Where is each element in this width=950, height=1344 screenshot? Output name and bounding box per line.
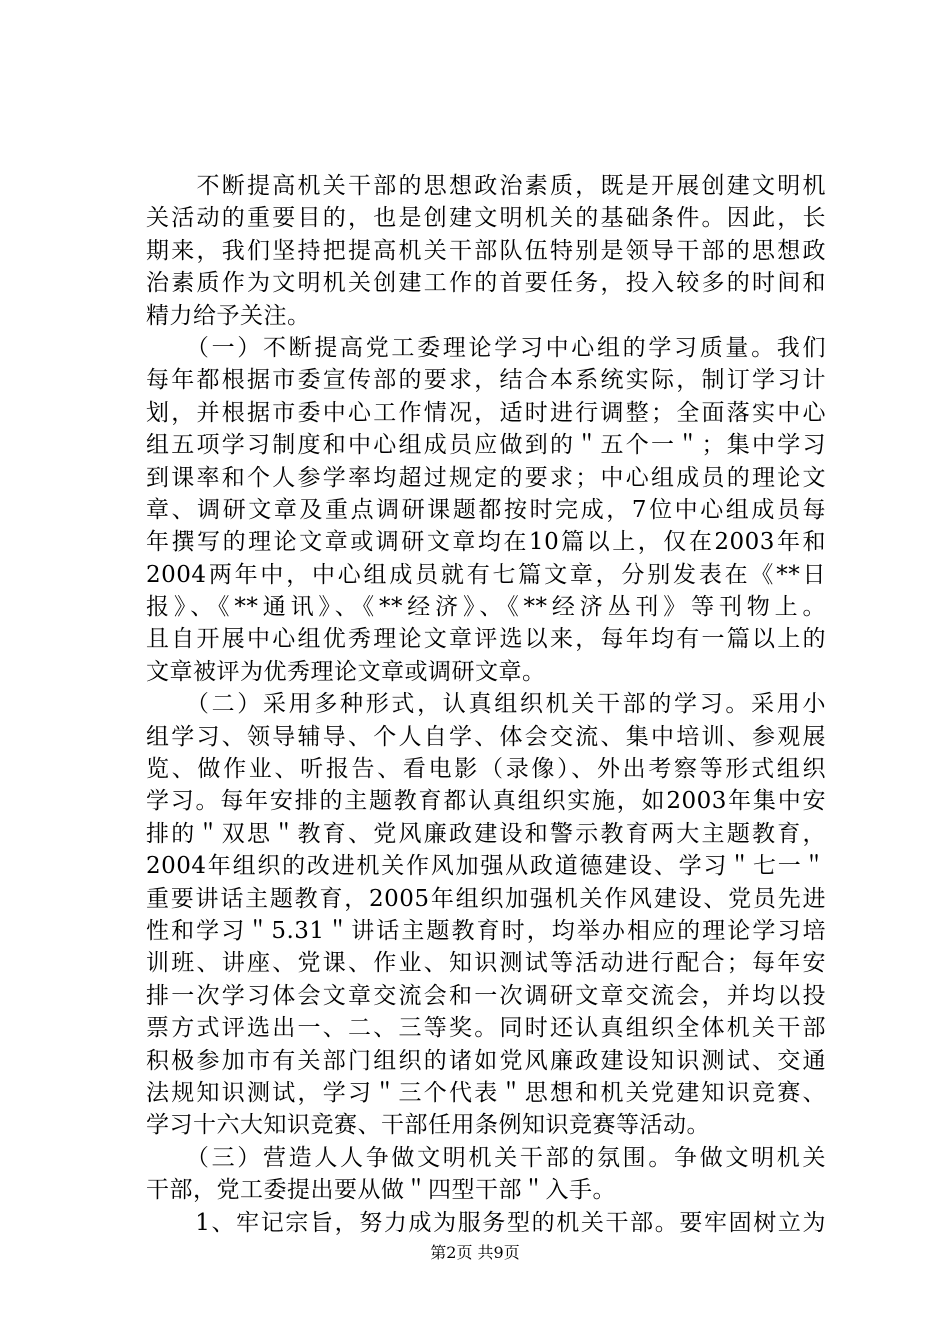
text-line: 法规知识测试，学习＂三个代表＂思想和机关党建知识竞赛、 [146,1079,826,1106]
page-footer: 第2页 共9页 [430,1243,520,1262]
text-line: 积极参加市有关部门组织的诸如党风廉政建设知识测试、交通 [146,1047,826,1074]
text-line: 治素质作为文明机关创建工作的首要任务，投入较多的时间和 [146,270,826,297]
text-line: 组五项学习制度和中心组成员应做到的＂五个一＂；集中学习 [146,432,826,459]
text-line: 划，并根据市委中心工作情况，适时进行调整；全面落实中心 [146,399,826,426]
text-line: 期来，我们坚持把提高机关干部队伍特别是领导干部的思想政 [146,237,826,264]
text-line: 训班、讲座、党课、作业、知识测试等活动进行配合；每年安 [146,950,826,977]
text-line: 干部，党工委提出要从做＂四型干部＂入手。 [146,1177,616,1204]
text-line: 关活动的重要目的，也是创建文明机关的基础条件。因此，长 [146,205,826,232]
text-line: 且自开展中心组优秀理论文章评选以来，每年均有一篇以上的 [146,626,826,653]
text-line: 每年都根据市委宣传部的要求，结合本系统实际，制订学习计 [146,367,826,394]
text-line: 组学习、领导辅导、个人自学、体会交流、集中培训、参观展 [146,723,826,750]
text-line: 排一次学习体会文章交流会和一次调研文章交流会，并均以投 [146,982,826,1009]
text-line: 报》、《**通讯》、《**经济》、《**经济丛刊》等刊物上。 [146,594,826,621]
document-body [146,170,826,1239]
text-line: 学习。每年安排的主题教育都认真组织实施，如2003年集中安 [146,788,826,815]
text-line: 章、调研文章及重点调研课题都按时完成，7位中心组成员每 [146,496,826,523]
text-line: （二）采用多种形式，认真组织机关干部的学习。采用小 [146,691,826,718]
text-line: 精力给予关注。 [146,302,311,329]
text-line: 1、牢记宗旨，努力成为服务型的机关干部。要牢固树立为 [146,1209,826,1236]
text-line: 览、做作业、听报告、看电影（录像）、外出考察等形式组织 [146,756,826,783]
text-line: 学习十六大知识竞赛、干部任用条例知识竞赛等活动。 [146,1112,710,1139]
text-line: 性和学习＂5.31＂讲话主题教育时，均举办相应的理论学习培 [146,917,826,944]
text-line: 重要讲话主题教育，2005年组织加强机关作风建设、党员先进 [146,885,826,912]
text-line: 到课率和个人参学率均超过规定的要求；中心组成员的理论文 [146,464,826,491]
text-line: （一）不断提高党工委理论学习中心组的学习质量。我们 [146,334,826,361]
text-line: 年撰写的理论文章或调研文章均在10篇以上，仅在2003年和 [146,529,826,556]
text-line: 2004年组织的改进机关作风加强从政道德建设、学习＂七一＂ [146,853,826,880]
text-line: 票方式评选出一、二、三等奖。同时还认真组织全体机关干部 [146,1015,826,1042]
text-line: （三）营造人人争做文明机关干部的氛围。争做文明机关 [146,1144,826,1171]
text-line: 2004两年中，中心组成员就有七篇文章，分别发表在《**日 [146,561,826,588]
text-line: 文章被评为优秀理论文章或调研文章。 [146,658,546,685]
text-line: 不断提高机关干部的思想政治素质，既是开展创建文明机 [146,173,826,199]
text-line: 排的＂双思＂教育、党风廉政建设和警示教育两大主题教育， [146,820,826,847]
